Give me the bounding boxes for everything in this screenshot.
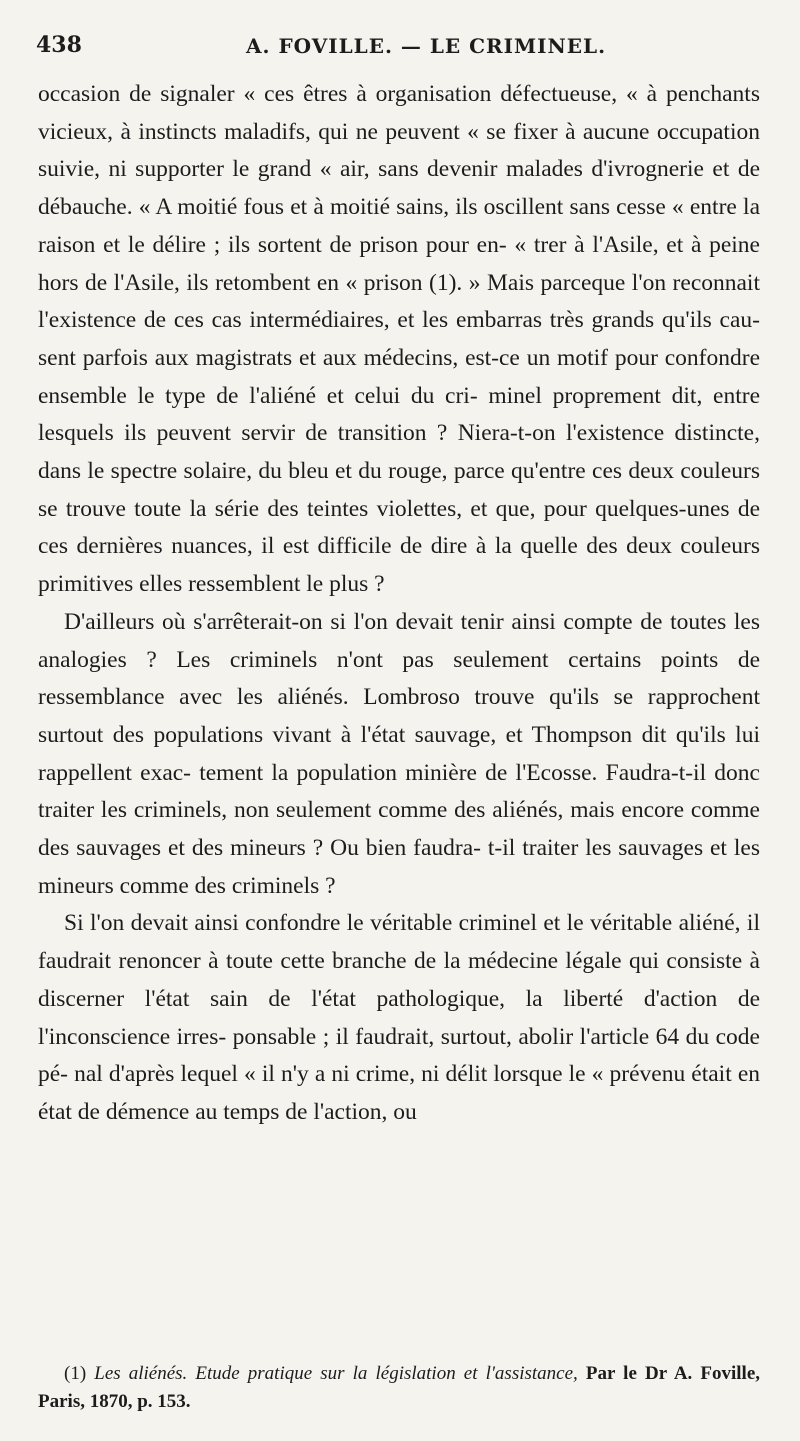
footnote-citation: Par le Dr A. Foville, Paris, 1870, p. 153.: [38, 1363, 760, 1412]
paragraph-3: Si l'on devait ainsi confondre le véritable criminel et le véritable aliéné, il faudrait renoncer à toute cette branche de la médecine légale qui consiste à discerner l'état sain de l'état pathologique, la liberté d'action de l'inconscience irres- ponsable ; il faudrait, surtout, abolir l'article 64 du code pé- nal d'après lequel « il n'y a ni crime, ni délit lorsque le « prévenu était en état de démence au temps de l'action, ou: [38, 910, 760, 1125]
page-header: [36, 32, 766, 72]
running-head: A. FOVILLE. — LE CRIMINEL.: [246, 34, 607, 58]
paragraph-2: D'ailleurs où s'arrêterait-on si l'on devait tenir ainsi compte de toutes les analogies ? Les criminels n'ont pas seulement certains points de ressemblance avec les aliénés. Lombroso trouve qu'ils se rapprochent surtout des populations vivant à l'état sauvage, et Thompson dit qu'ils lui rappellent exac- tement la population minière de l'Ecosse. Faudra-t-il donc traiter les criminels, non seulement comme des aliénés, mais encore comme des sauvages et des mineurs ? Ou bien faudra- t-il traiter les sauvages et les mineurs comme des criminels ?: [38, 608, 760, 899]
footnote-mark: (1): [64, 1363, 87, 1384]
paragraph-1: occasion de signaler « ces êtres à organisation défectueuse, « à penchants vicieux, à instincts maladifs, qui ne peuvent « se fixer à aucune occupation suivie, ni supporter le grand « air, sans devenir malades d'ivrognerie et de débauche. « A moitié fous et à moitié sains, ils oscillent sans cesse « entre la raison et le délire ; ils sortent de prison pour en- « trer à l'Asile, et à peine hors de l'Asile, ils retombent en « prison (1). » Mais parceque l'on reconnait l'existence de ces cas intermédiaires, et les embarras très grands qu'ils cau- sent parfois aux magistrats et aux médecins, est-ce un motif pour confondre ensemble le type de l'aliéné et celui du cri- minel proprement dit, entre lesquels ils peuvent servir de transition ? Niera-t-on l'existence distincte, dans le spectre solaire, du bleu et du rouge, parce qu'entre ces deux couleurs se trouve toute la série des teintes violettes, et que, pour quelques-unes de ces dernières nuances, il est difficile de dire à la quelle des deux couleurs primitives elles ressemblent le plus ?: [38, 81, 760, 598]
page-number: 438: [36, 32, 82, 58]
body-text: [38, 76, 760, 1132]
footnote-title: Les aliénés. Etude pratique sur la législation et l'assistance,: [94, 1363, 578, 1384]
footnote: [38, 1360, 760, 1416]
